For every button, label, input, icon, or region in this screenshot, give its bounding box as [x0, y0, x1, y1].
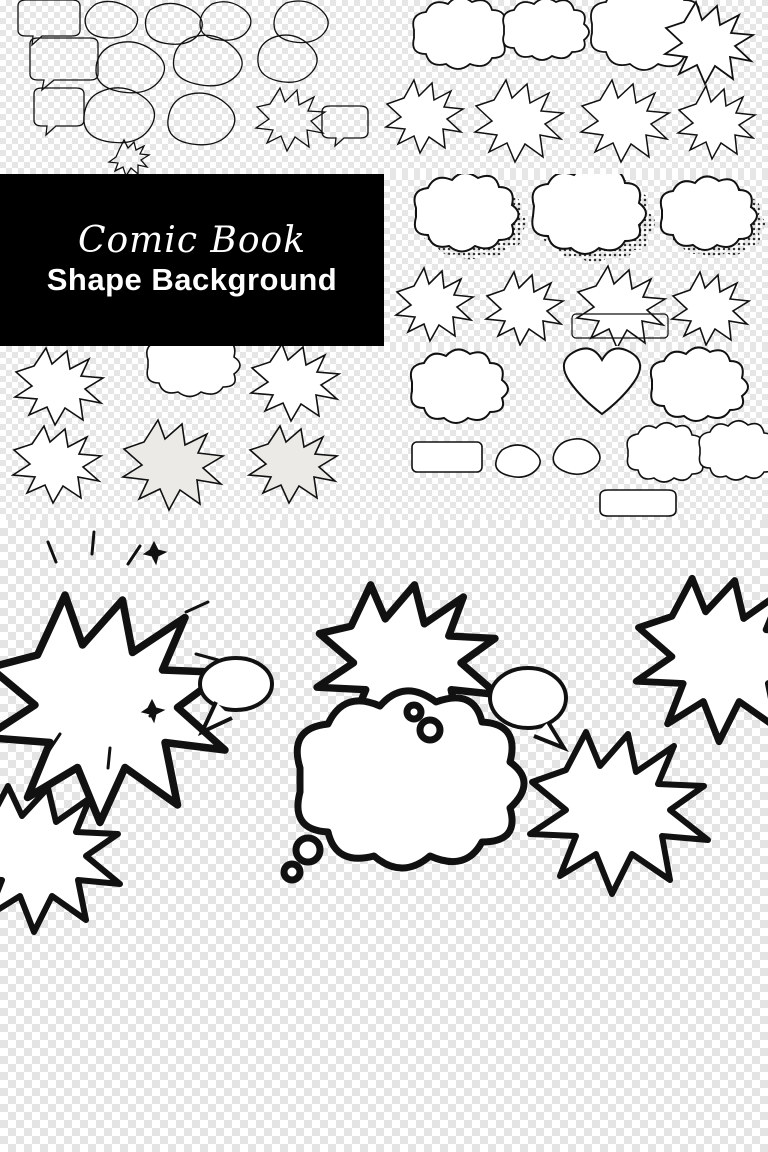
hero-art: [0, 520, 768, 1152]
panel-halftone: [384, 174, 768, 346]
panel-heart-clouds: [384, 346, 768, 520]
outline-bubbles-art: [0, 0, 384, 174]
heart-clouds-art: [384, 346, 768, 520]
panel-hero: [0, 520, 768, 1152]
halftone-art: [384, 174, 768, 346]
panel-outline-bubbles: [0, 0, 384, 174]
title-bold-line: Shape Background: [46, 261, 338, 297]
cloud-bursts-art: [384, 0, 768, 174]
panel-bursts-shaded: [0, 346, 384, 520]
panel-cloud-bursts: [384, 0, 768, 174]
title-script-line: Comic Book: [77, 219, 307, 261]
title-banner: [0, 174, 384, 346]
bursts-shaded-art: [0, 346, 384, 520]
